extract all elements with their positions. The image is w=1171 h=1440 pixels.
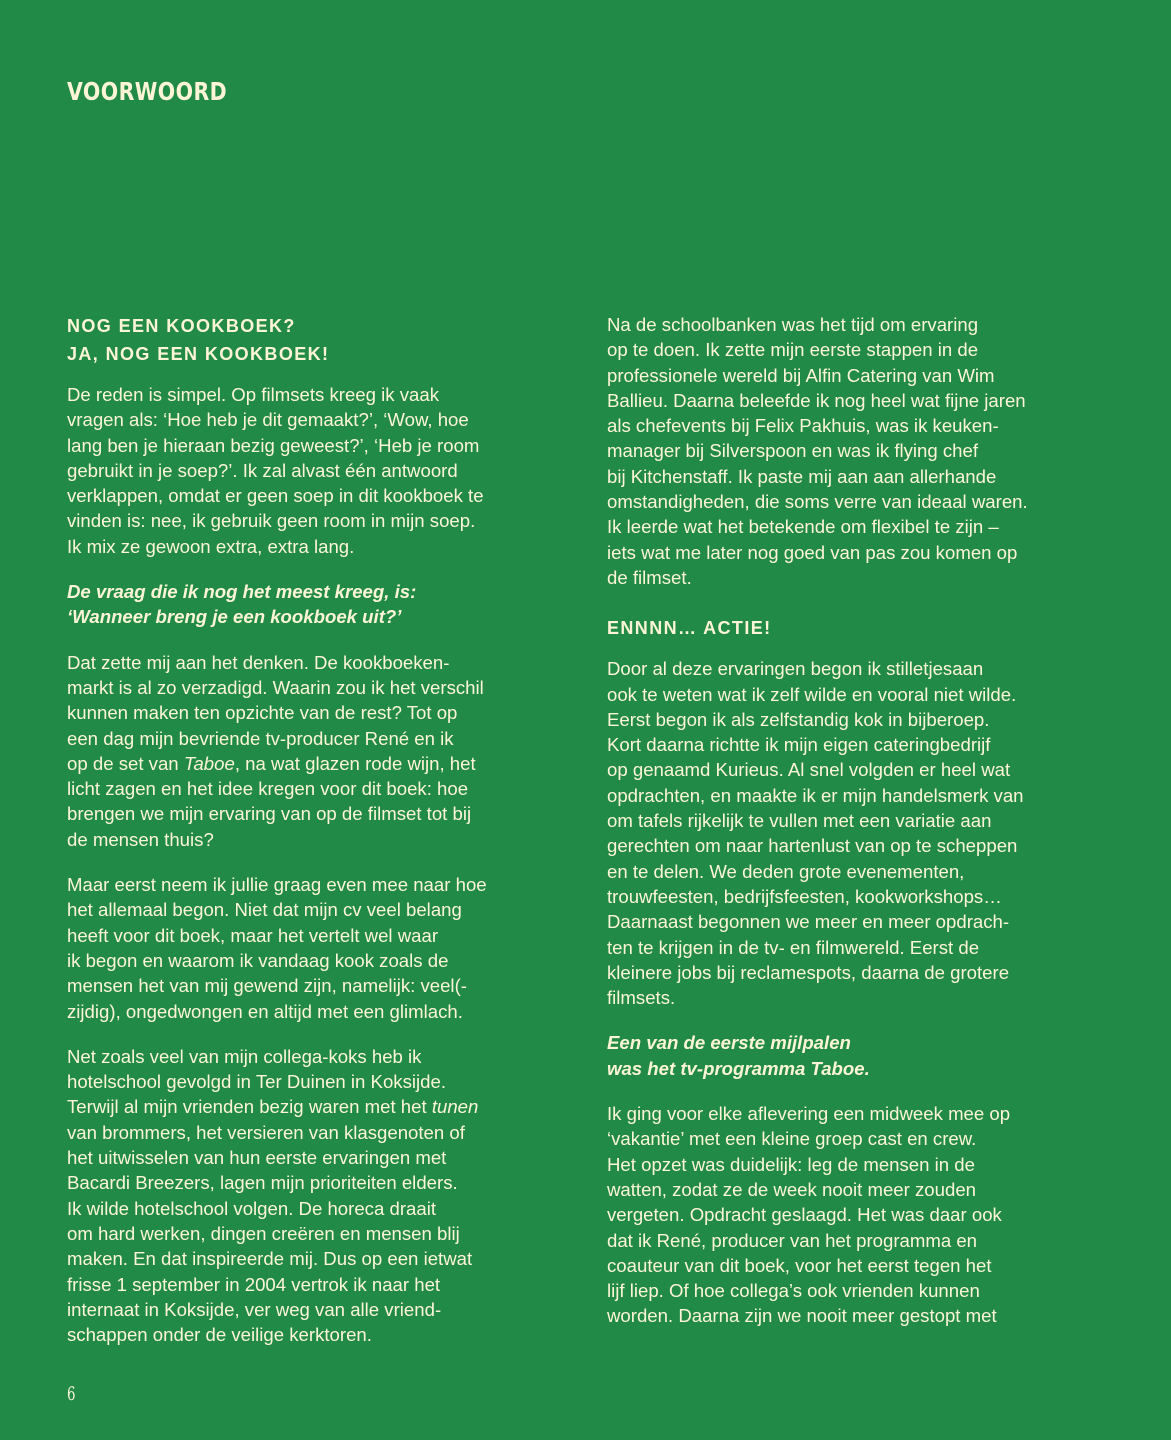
paragraph-hotelschool-italic: tunen: [431, 1096, 479, 1118]
paragraph-idea-text-1: Dat zette mij aan het denken. De kookboeken- markt is al zo verzadigd. Waarin zou ik het verschil kunnen maken ten opzichte van de rest? Tot op een dag mijn bevriende tv-producer René en ik op de set van: [67, 651, 484, 774]
page-header: VOORWOORD: [67, 77, 228, 106]
paragraph-hotelschool-text-2: van brommers, het versieren van klasgenoten of het uitwisselen van hun eerste ervaringen met Bacardi Breezers, lagen mijn prioriteiten elders. Ik wilde hotelschool volgen. De horeca draait om hard werken, dingen creëren en mensen blij maken. En dat inspireerde mij. Dus op een ietwat frisse 1 september in 2004 vertrok ik naar het internaat in Koksijde, ver weg van alle vriend- schappen onder de veilige kerktoren.: [67, 1121, 473, 1346]
paragraph-beginning: Maar eerst neem ik jullie graag even mee naar hoe het allemaal begon. Niet dat mijn cv veel belang heeft voor dit boek, maar het vertelt wel waar ik begon en waarom ik vandaag kook zoals de mensen het van mij gewend zijn, namelijk: veel(- zijdig), ongedwongen en altijd met een glimlach.: [67, 874, 487, 1022]
left-column: [67, 312, 537, 1367]
paragraph-idea-italic: Taboe: [183, 752, 235, 774]
paragraph-taboe: Ik ging voor elke aflevering een midweek mee op ‘vakantie’ met een kleine groep cast en crew. Het opzet was duidelijk: leg de mensen in de watten, zodat ze de week nooit meer zouden vergeten. Opdracht geslaagd. Het was daar ook dat ik René, producer van het programma en coauteur van dit boek, voor het eerst tegen het lijf liep. Of hoe collega’s ook vrienden kunnen worden. Daarna zijn we nooit meer gestopt met: [607, 1103, 1011, 1327]
section-heading-actie: ENNNN… ACTIE!: [607, 618, 772, 639]
paragraph-kurieus: Door al deze ervaringen begon ik stilletjesaan ook te weten wat ik zelf wilde en vooral niet wilde. Eerst begon ik als zelfstandig kok in bijberoep. Kort daarna richtte ik mijn eigen cateringbedrijf op genaamd Kurieus. Al snel volgden er heel wat opdrachten, en maakte ik er mijn handelsmerk van om tafels rijkelijk te vullen met een variatie aan gerechten om naar hartenlust van op te scheppen en te delen. We deden grote evenementen, trouwfeesten, bedrijfsfeesten, kookworkshops… Daarnaast begonnen we meer en meer opdrach- ten te krijgen in de tv- en filmwereld. Eerst de kleinere jobs bij reclamespots, daarna de grotere filmsets.: [607, 658, 1024, 1009]
pull-quote-question: De vraag die ik nog het meest kreeg, is: ‘Wanneer breng je een kookboek uit?’: [67, 581, 417, 628]
page-number: 6: [67, 1383, 76, 1405]
paragraph-intro: De reden is simpel. Op filmsets kreeg ik vaak vragen als: ‘Hoe heb je dit gemaakt?’, ‘Wow, hoe lang ben je hieraan bezig geweest?’, ‘Heb je room gebruikt in je soep?’. Ik zal alvast één antwoord verklappen, omdat er geen soep in dit kookboek te vinden is: nee, ik gebruik geen room in mijn soep. Ik mix ze gewoon extra, extra lang.: [67, 384, 484, 557]
right-column: [607, 312, 1077, 1349]
paragraph-hotelschool-text-1: Net zoals veel van mijn collega-koks heb ik hotelschool gevolgd in Ter Duinen in Koksijde. Terwijl al mijn vrienden bezig waren met het: [67, 1045, 447, 1118]
paragraph-career: Na de schoolbanken was het tijd om ervaring op te doen. Ik zette mijn eerste stappen in de professionele wereld bij Alfin Catering van Wim Ballieu. Daarna beleefde ik nog heel wat fijne jaren als chefevents bij Felix Pakhuis, was ik keuken- manager bij Silverspoon en was ik flying chef bij Kitchenstaff. Ik paste mij aan aan allerhande omstandigheden, die soms verre van ideaal waren. Ik leerde wat het betekende om flexibel te zijn – iets wat me later nog goed van pas zou komen op de filmset.: [607, 314, 1028, 588]
paragraph-idea: [67, 650, 537, 852]
section-heading-kookboek: NOG EEN KOOKBOEK? JA, NOG EEN KOOKBOEK!: [67, 316, 330, 364]
pull-quote-taboe: Een van de eerste mijlpalen was het tv-programma Taboe.: [607, 1032, 870, 1079]
paragraph-idea-text-2: , na wat glazen rode wijn, het licht zagen en het idee kregen voor dit boek: hoe brengen we mijn ervaring van op de filmset tot bij de mensen thuis?: [67, 752, 476, 850]
paragraph-hotelschool: [67, 1044, 537, 1348]
